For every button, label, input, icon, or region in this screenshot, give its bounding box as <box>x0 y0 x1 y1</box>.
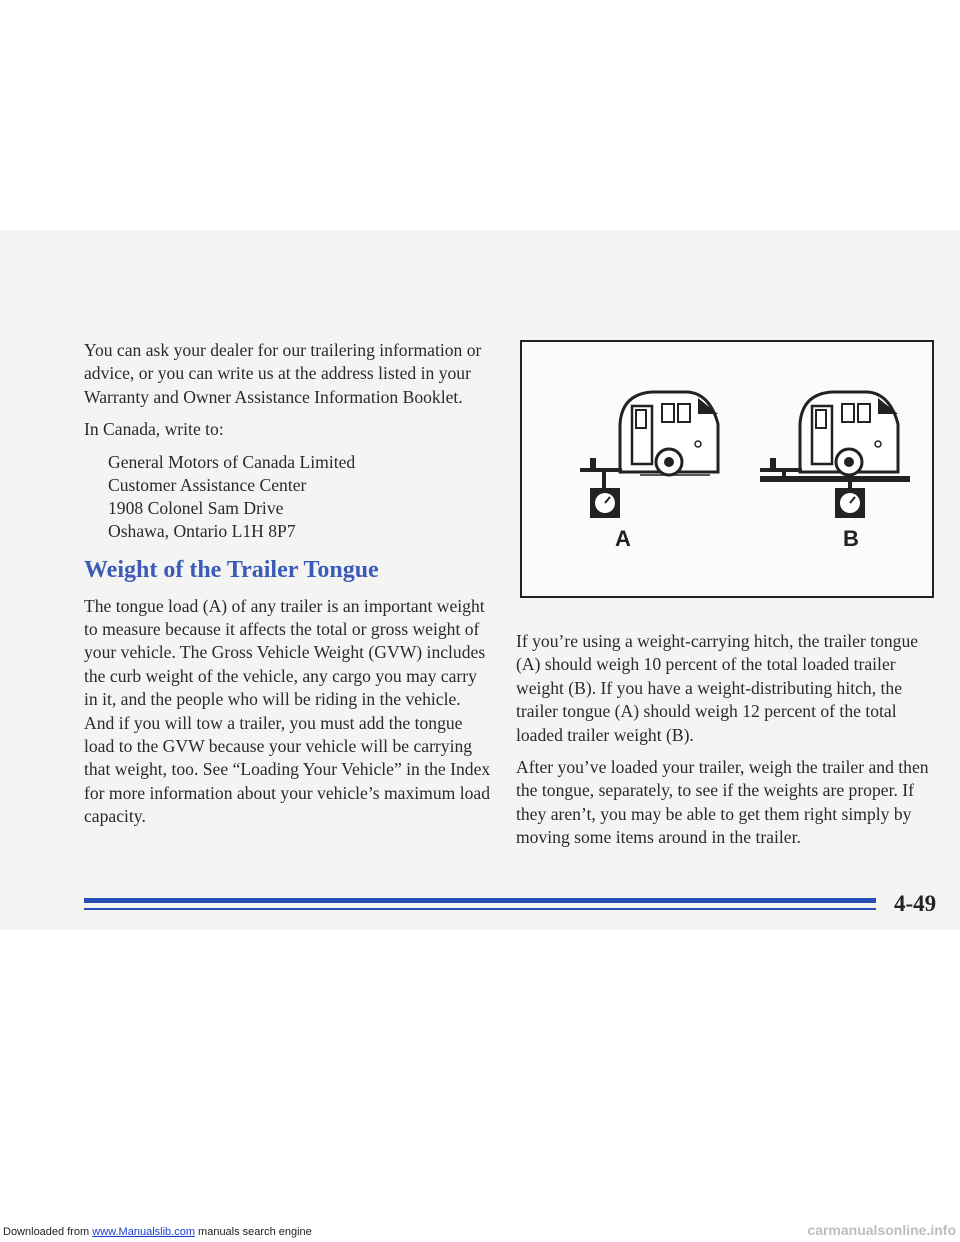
footer-rule-thin <box>84 908 876 910</box>
address-line: Oshawa, Ontario L1H 8P7 <box>108 520 296 541</box>
section-heading: Weight of the Trailer Tongue <box>84 556 379 583</box>
left-column <box>84 339 494 838</box>
trailer-b-drawing <box>760 392 910 518</box>
footer-prefix: Downloaded from <box>3 1226 93 1238</box>
watermark: carmanualsonline.info <box>807 1222 956 1238</box>
right-column <box>516 630 936 859</box>
trailer-weighing-illustration <box>520 340 934 598</box>
page-number: 4-49 <box>894 891 937 916</box>
download-footer <box>0 1224 960 1242</box>
figure-label-b: B <box>843 526 859 551</box>
weigh-procedure-paragraph: After you’ve loaded your trailer, weigh the trailer and then the tongue, separately, to see if the weights are proper. If they aren’t, you may be able to get them right simply by moving some items around in the trailer. <box>516 757 929 848</box>
trailer-diagram-svg <box>522 342 932 596</box>
hitch-percentage-paragraph: If you’re using a weight-carrying hitch, the trailer tongue (A) should weigh 10 percent of the total loaded trailer weight (B). If you have a weight-distributing hitch, the trailer tongue (A) should weigh 12 percent of the total loaded trailer weight (B). <box>516 631 919 745</box>
footer-rule-thick <box>84 898 876 903</box>
address-line: General Motors of Canada Limited <box>108 451 356 472</box>
trailer-a-drawing <box>580 392 718 518</box>
canada-paragraph: In Canada, write to: <box>84 419 224 440</box>
footer-suffix: manuals search engine <box>194 1226 312 1238</box>
address-line: Customer Assistance Center <box>108 474 307 495</box>
figure-label-a: A <box>615 526 631 551</box>
footer-text <box>3 1226 312 1238</box>
tongue-load-paragraph: The tongue load (A) of any trailer is an important weight to measure because it affects the total or gross weight of your vehicle. The Gross Vehicle Weight (GVW) includes the curb weight of the vehicle, any cargo you may carry in it, and the people who will be riding in the vehicle. And if you will tow a trailer, you must add the tongue load to the GVW because your vehicle will be carrying that weight, too. See “Loading Your Vehicle” in the Index for more information about your vehicle’s maximum load capacity. <box>84 595 491 827</box>
mailing-address <box>108 451 494 543</box>
intro-paragraph: You can ask your dealer for our trailering information or advice, or you can write us at the address listed in your Warranty and Owner Assistance Information Booklet. <box>84 340 482 407</box>
address-line: 1908 Colonel Sam Drive <box>108 497 284 518</box>
manualslib-link[interactable]: www.Manualslib.com <box>92 1226 195 1238</box>
